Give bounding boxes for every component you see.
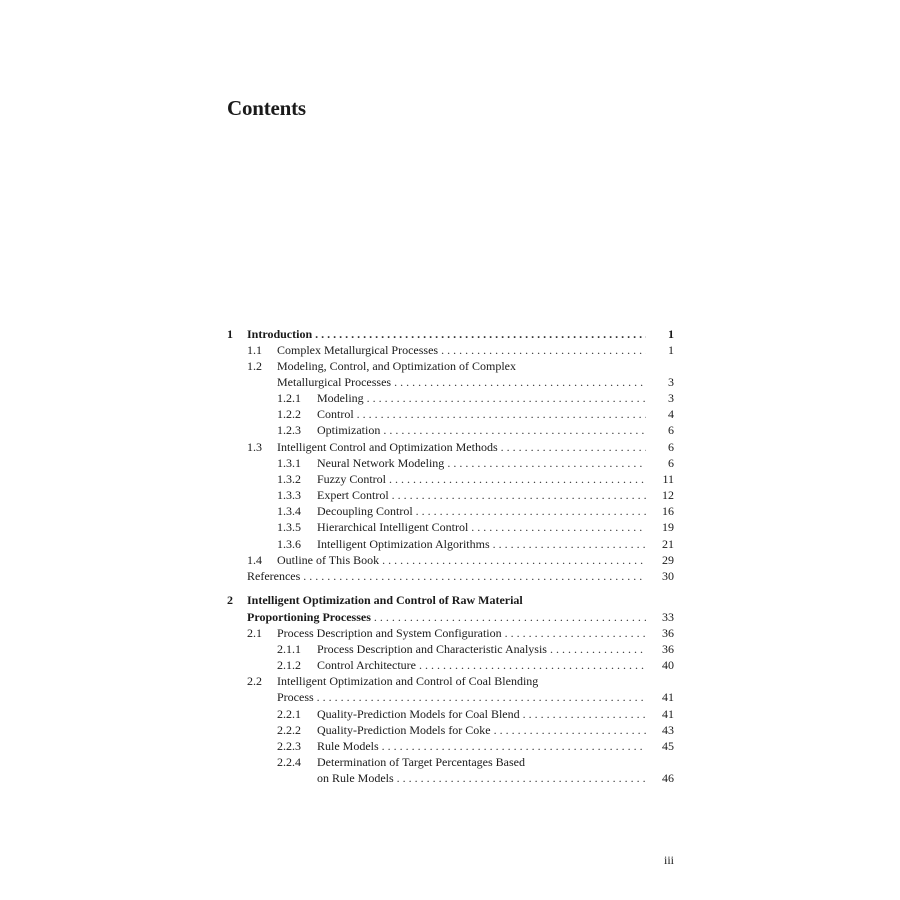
leader-dots xyxy=(523,706,646,722)
entry-title: Modeling xyxy=(317,391,364,405)
entry-number: 2.2.4 xyxy=(277,755,301,769)
entry-page: 36 xyxy=(662,642,674,656)
entry-number: 2.2.3 xyxy=(277,739,301,753)
entry-number: 2.1.2 xyxy=(277,658,301,672)
entry-page: 29 xyxy=(662,553,674,567)
entry-number: 2.1.1 xyxy=(277,642,301,656)
entry-title: Control xyxy=(317,407,354,421)
entry-page: 41 xyxy=(662,690,674,704)
entry-page: 33 xyxy=(662,610,674,624)
entry-number: 1.3.2 xyxy=(277,472,301,486)
toc-entry[interactable] xyxy=(277,657,674,673)
entry-page: 21 xyxy=(662,537,674,551)
leader-dots xyxy=(397,770,646,786)
toc-entry[interactable] xyxy=(277,738,674,754)
entry-page: 36 xyxy=(662,626,674,640)
toc-entry[interactable] xyxy=(277,390,674,406)
toc-entry[interactable] xyxy=(277,754,674,770)
toc-entry[interactable] xyxy=(247,342,674,358)
toc-entry[interactable] xyxy=(277,471,674,487)
leader-dots xyxy=(505,625,646,641)
entry-title: Determination of Target Percentages Based xyxy=(317,755,525,769)
entry-title: Metallurgical Processes xyxy=(277,375,392,389)
entry-page: 41 xyxy=(662,707,674,721)
leader-dots xyxy=(367,390,646,406)
entry-page: 12 xyxy=(662,488,674,502)
entry-page: 1 xyxy=(668,343,674,357)
toc-entry[interactable] xyxy=(277,406,674,422)
entry-title: Neural Network Modeling xyxy=(317,456,445,470)
entry-page: 46 xyxy=(662,771,674,785)
entry-page: 1 xyxy=(668,327,674,341)
entry-number: 2.1 xyxy=(247,626,262,640)
toc-entry-continuation[interactable] xyxy=(277,689,674,705)
entry-number: 1.2.2 xyxy=(277,407,301,421)
entry-page: 3 xyxy=(668,375,674,389)
leader-dots xyxy=(447,455,646,471)
entry-number: 1.4 xyxy=(247,553,262,567)
leader-dots xyxy=(394,374,646,390)
toc-entry[interactable] xyxy=(277,422,674,438)
toc-entry[interactable] xyxy=(277,706,674,722)
toc-entry[interactable] xyxy=(247,552,674,568)
leader-dots xyxy=(392,487,646,503)
page-number: iii xyxy=(663,853,674,867)
entry-title: Outline of This Book xyxy=(277,553,380,567)
entry-page: 30 xyxy=(662,569,674,583)
entry-title: Proportioning Processes xyxy=(247,610,371,624)
entry-title: Process Description and Characteristic Analysis xyxy=(317,642,547,656)
entry-number: 2.2.1 xyxy=(277,707,301,721)
entry-title: Fuzzy Control xyxy=(317,472,386,486)
entry-number: 1.2.3 xyxy=(277,423,301,437)
entry-number: 2.2 xyxy=(247,674,262,688)
entry-page: 43 xyxy=(662,723,674,737)
leader-dots xyxy=(315,326,646,342)
entry-title: Rule Models xyxy=(317,739,379,753)
toc-entry[interactable] xyxy=(247,625,674,641)
entry-title: Hierarchical Intelligent Control xyxy=(317,520,469,534)
leader-dots xyxy=(494,722,646,738)
entry-page: 6 xyxy=(668,456,674,470)
toc-entry[interactable] xyxy=(277,503,674,519)
leader-dots xyxy=(441,342,646,358)
entry-number: 1.1 xyxy=(247,343,262,357)
entry-title: on Rule Models xyxy=(317,771,394,785)
entry-number: 1.3.3 xyxy=(277,488,301,502)
toc-entry[interactable] xyxy=(277,722,674,738)
leader-dots xyxy=(501,439,646,455)
entry-number: 1 xyxy=(227,327,233,341)
leader-dots xyxy=(416,503,646,519)
toc-entry[interactable] xyxy=(277,641,674,657)
entry-page: 3 xyxy=(668,391,674,405)
entry-number: 1.2.1 xyxy=(277,391,301,405)
entry-page: 11 xyxy=(662,472,674,486)
entry-title: Complex Metallurgical Processes xyxy=(277,343,439,357)
entry-page: 45 xyxy=(662,739,674,753)
page-title: Contents xyxy=(227,96,306,120)
entry-page: 4 xyxy=(668,407,674,421)
entry-title: Expert Control xyxy=(317,488,389,502)
entry-page: 16 xyxy=(662,504,674,518)
leader-dots xyxy=(382,552,646,568)
toc-entry[interactable] xyxy=(247,568,674,584)
leader-dots xyxy=(550,641,646,657)
entry-number: 2.2.2 xyxy=(277,723,301,737)
entry-number: 2 xyxy=(227,593,233,607)
toc-entry-continuation[interactable] xyxy=(247,609,674,625)
leader-dots xyxy=(374,609,646,625)
leader-dots xyxy=(493,536,646,552)
entry-title: Quality-Prediction Models for Coke xyxy=(317,723,491,737)
entry-number: 1.3.1 xyxy=(277,456,301,470)
leader-dots xyxy=(303,568,646,584)
entry-number: 1.3.5 xyxy=(277,520,301,534)
leader-dots xyxy=(389,471,646,487)
toc-entry[interactable] xyxy=(277,536,674,552)
entry-title: Intelligent Optimization and Control of Raw Material xyxy=(247,593,523,607)
entry-page: 40 xyxy=(662,658,674,672)
entry-title: Process xyxy=(277,690,314,704)
leader-dots xyxy=(419,657,646,673)
leader-dots xyxy=(382,738,646,754)
entry-title: Quality-Prediction Models for Coal Blend xyxy=(317,707,520,721)
entry-page: 6 xyxy=(668,440,674,454)
entry-title: Intelligent Optimization Algorithms xyxy=(317,537,490,551)
entry-page: 19 xyxy=(662,520,674,534)
toc-entry[interactable] xyxy=(277,519,674,535)
entry-number: 1.3.4 xyxy=(277,504,301,518)
toc-entry-continuation[interactable] xyxy=(277,374,674,390)
entry-title: Introduction xyxy=(247,327,313,341)
leader-dots xyxy=(471,519,646,535)
entry-title: Optimization xyxy=(317,423,381,437)
toc-entry[interactable] xyxy=(227,326,674,342)
entry-title: Intelligent Control and Optimization Methods xyxy=(277,440,498,454)
leader-dots xyxy=(317,689,646,705)
leader-dots xyxy=(357,406,646,422)
toc-entry[interactable] xyxy=(247,358,674,374)
entry-title: References xyxy=(247,569,301,583)
entry-title: Process Description and System Configuration xyxy=(277,626,502,640)
entry-title: Decoupling Control xyxy=(317,504,413,518)
toc-entry[interactable] xyxy=(277,455,674,471)
entry-number: 1.2 xyxy=(247,359,262,373)
toc-entry-continuation[interactable] xyxy=(317,770,674,786)
toc-entry[interactable] xyxy=(277,487,674,503)
toc-entry[interactable] xyxy=(247,673,674,689)
leader-dots xyxy=(383,422,646,438)
entry-title: Control Architecture xyxy=(317,658,416,672)
entry-title: Intelligent Optimization and Control of Coal Blending xyxy=(277,674,539,688)
toc-entry[interactable] xyxy=(247,439,674,455)
entry-title: Modeling, Control, and Optimization of Complex xyxy=(277,359,516,373)
entry-page: 6 xyxy=(668,423,674,437)
entry-number: 1.3 xyxy=(247,440,262,454)
toc-entry[interactable] xyxy=(227,592,674,608)
entry-number: 1.3.6 xyxy=(277,537,301,551)
